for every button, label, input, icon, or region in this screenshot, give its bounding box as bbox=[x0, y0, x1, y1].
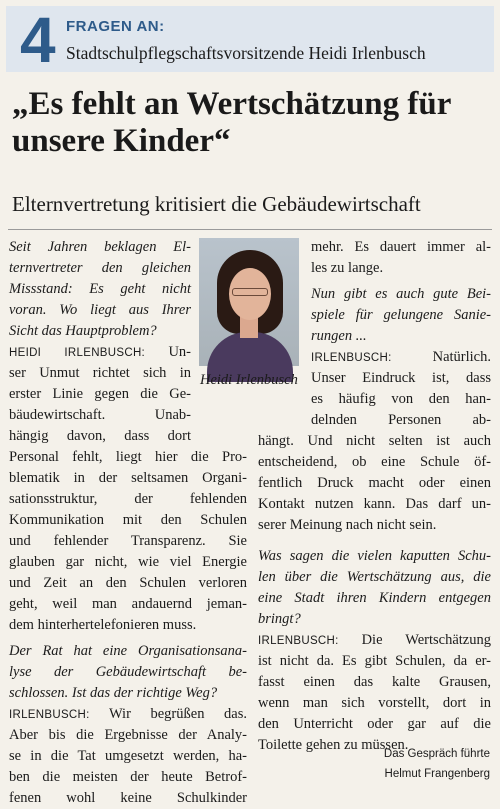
speaker-tag: HEIDI IRLENBUSCH: bbox=[9, 347, 146, 359]
question-line: Missstand: Es geht nicht bbox=[9, 281, 191, 297]
question-line: rungen ... bbox=[311, 328, 367, 344]
answer-text: Wir begrüßen das. bbox=[108, 706, 247, 722]
answer-line: blematik in der seltsamen Organi- bbox=[9, 470, 247, 486]
answer-line: und Zeit an den Schulen verloren bbox=[9, 575, 247, 591]
answer-line: Kontakt nutzen kann. Das darf un- bbox=[258, 496, 491, 512]
question-line: Was sagen die vielen kaputten Schu- bbox=[258, 548, 491, 564]
interview-credit-label: Das Gespräch führte bbox=[383, 748, 490, 760]
answer-line: und fehlender Transparenz. Sie bbox=[9, 533, 247, 549]
answer-line: ser Unmut richtet sich in bbox=[9, 365, 191, 381]
answer-line: wenn man sich vorstellt, dort in bbox=[258, 695, 491, 711]
speaker-tag: IRLENBUSCH: bbox=[311, 352, 392, 364]
answer-line: fasst einen das kalte Grausen, bbox=[258, 674, 491, 690]
question-line: eine Stadt ihren Kindern entgegen bbox=[258, 590, 491, 606]
answer-line bbox=[258, 630, 491, 652]
question-line: lyse der Gebäudewirtschaft be- bbox=[9, 664, 247, 680]
answer-line: Aber bis die Ergebnisse der Analy- bbox=[9, 727, 247, 743]
answer-line: Kommunikation mit den Schulen bbox=[9, 512, 247, 528]
headline: „Es fehlt an Wertschätzung für unsere Kinder“ bbox=[12, 86, 451, 159]
answer-line: geht, weil man andauernd jeman- bbox=[9, 596, 247, 612]
kicker-label: FRAGEN AN: bbox=[66, 18, 165, 35]
header-banner bbox=[6, 4, 494, 76]
answer-line: fentlich Druck macht oder einen bbox=[258, 475, 491, 491]
divider bbox=[8, 229, 492, 230]
answer-text: Un- bbox=[168, 344, 191, 360]
answer-line bbox=[9, 342, 191, 364]
answer-line: les zu lange. bbox=[311, 260, 384, 276]
question-line: Seit Jahren beklagen El- bbox=[9, 239, 191, 255]
interviewer-name: Helmut Frangenberg bbox=[384, 768, 490, 780]
speaker-tag: IRLENBUSCH: bbox=[258, 635, 339, 647]
answer-line: den Unterricht oder gar auf die bbox=[258, 716, 491, 732]
question-line: Sicht das Hauptproblem? bbox=[9, 323, 157, 339]
answer-line: bäudewirtschaft. Unab- bbox=[9, 407, 191, 423]
answer-line: Personal fehlt, liegt hier die Pro- bbox=[9, 449, 247, 465]
question-line: bringt? bbox=[258, 611, 301, 627]
question-line: voran. Wo liegt aus Ihrer bbox=[9, 302, 191, 318]
question-line: Nun gibt es auch gute Bei- bbox=[311, 286, 491, 302]
answer-line: mehr. Es dauert immer al- bbox=[311, 239, 491, 255]
question-line: len über die Wertschätzung aus, die bbox=[258, 569, 491, 585]
answer-line: delnden Personen ab- bbox=[311, 412, 491, 428]
question-line: spiele für gelungene Sanie- bbox=[311, 307, 491, 323]
question-line: Der Rat hat eine Organisationsana- bbox=[9, 643, 247, 659]
answer-line: ben die meisten der heute Betrof- bbox=[9, 769, 247, 785]
question-line: ternvertreter den gleichen bbox=[9, 260, 191, 276]
answer-line: fenen wohl keine Schulkinder bbox=[9, 790, 247, 806]
answer-text: Natürlich. bbox=[432, 349, 491, 365]
portrait-photo bbox=[199, 238, 299, 366]
answer-line: Unser Eindruck ist, dass bbox=[311, 370, 491, 386]
answer-line: hängig davon, dass dort bbox=[9, 428, 191, 444]
answer-line: ist nicht da. Es gibt Schulen, da er- bbox=[258, 653, 491, 669]
answer-line: es häufig von den han- bbox=[311, 391, 491, 407]
answer-line bbox=[311, 347, 491, 369]
answer-line: sationsstruktur, der fehlenden bbox=[9, 491, 247, 507]
speaker-tag: IRLENBUSCH: bbox=[9, 709, 90, 721]
answer-line: hängt. Und nicht selten ist auch bbox=[258, 433, 491, 449]
answer-line: erster Linie gegen die Ge- bbox=[9, 386, 191, 402]
answer-line: entscheidend, ob eine Schule öf- bbox=[258, 454, 491, 470]
answer-text: Die Wertschätzung bbox=[361, 632, 491, 648]
answer-line: glauben gar nicht, wie viel Energie bbox=[9, 554, 247, 570]
interviewee-line: Stadtschulpflegschaftsvorsitzende Heidi Irlenbusch bbox=[66, 43, 426, 63]
answer-line: Toilette gehen zu müssen. bbox=[258, 737, 409, 753]
answer-line: serer Meinung nach nicht sein. bbox=[258, 517, 437, 533]
interview-number: 4 bbox=[20, 4, 56, 76]
answer-line: dem hinterhertelefonieren muss. bbox=[9, 617, 197, 633]
question-line: schlossen. Ist das der richtige Weg? bbox=[9, 685, 218, 701]
photo-caption: Heidi Irlenbusch bbox=[200, 372, 298, 388]
subheadline: Elternvertretung kritisiert die Gebäudewirtschaft bbox=[12, 192, 421, 216]
answer-line: se in die Tat umgesetzt werden, ha- bbox=[9, 748, 247, 764]
answer-line bbox=[9, 704, 247, 726]
